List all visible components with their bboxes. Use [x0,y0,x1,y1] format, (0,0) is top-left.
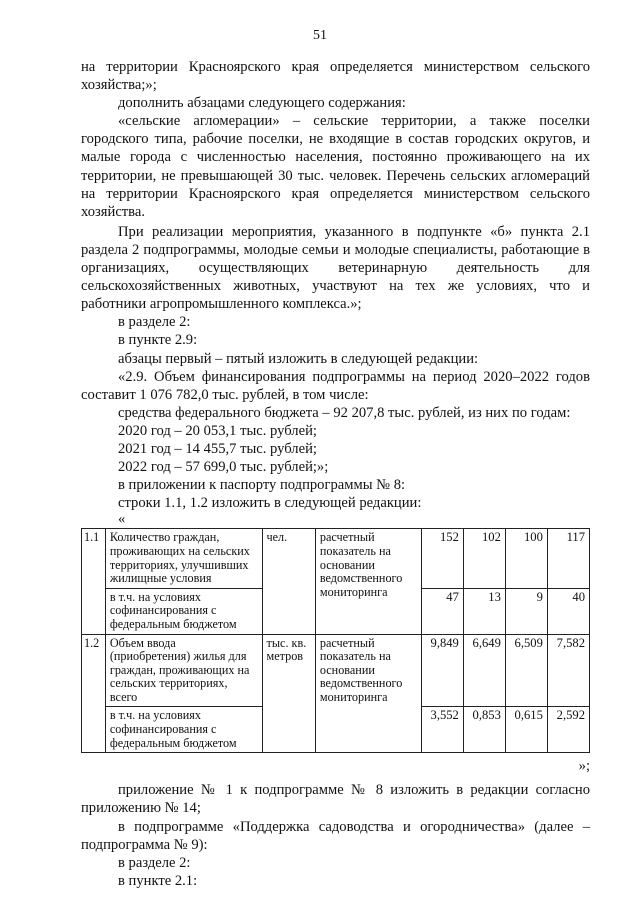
value-cell: 2,592 [547,707,589,753]
paragraph: 2020 год – 20 053,1 тыс. рублей; [118,422,317,439]
table-row [82,529,590,588]
table-row [82,634,590,707]
paragraph: в приложении к паспорту подпрограммы № 8: [118,477,406,494]
closing-quote: »; [578,758,590,775]
row-number: 1.1 [82,529,106,634]
paragraph: абзацы первый – пятый изложить в следующей редакции: [118,350,479,367]
paragraph: строки 1.1, 1.2 изложить в следующей редакции: [118,495,422,512]
paragraph: на территории Красноярского края определяется министерством сельского хозяйства;»; [81,59,590,94]
row-number: 1.2 [82,634,106,753]
page-number: 51 [313,28,327,43]
unit-cell: тыс. кв. метров [262,634,315,753]
value-cell: 3,552 [421,707,463,753]
indicator-name: в т.ч. на условиях софинансирования с федеральным бюджетом [105,588,262,634]
unit-cell: чел. [262,529,315,634]
value-cell: 0,853 [463,707,505,753]
value-cell: 152 [421,529,463,588]
value-cell: 0,615 [505,707,547,753]
value-cell: 9,849 [421,634,463,707]
value-cell: 13 [463,588,505,634]
paragraph: 2021 год – 14 455,7 тыс. рублей; [118,440,317,457]
indicator-table [81,528,590,753]
value-cell: 9 [505,588,547,634]
paragraph: «2.9. Объем финансирования подпрограммы на период 2020–2022 годов составит 1 076 782,0 тыс. рублей, в том числе: [81,368,590,403]
value-cell: 6,509 [505,634,547,707]
paragraph: «сельские агломерации» – сельские территории, а также поселки городского типа, рабочие поселки, не входящие в состав городских округов, и малые города с численностью населения, постоянно проживающего на их территории, не превышающей 30 тыс. человек. Перечень сельских агломераций на территории Красноярского края определяется министерством сельского хозяйства. [81,113,590,220]
method-cell: расчетный показатель на основании ведомственного мониторинга [315,529,421,634]
value-cell: 7,582 [547,634,589,707]
paragraph: в пункте 2.1: [118,872,198,889]
paragraph: дополнить абзацами следующего содержания: [118,95,406,112]
value-cell: 6,649 [463,634,505,707]
paragraph: в подпрограмме «Поддержка садоводства и огородничества» (далее – подпрограмма № 9): [81,818,590,853]
value-cell: 100 [505,529,547,588]
paragraph: средства федерального бюджета – 92 207,8 тыс. рублей, из них по годам: [118,404,571,421]
value-cell: 102 [463,529,505,588]
document-body [81,58,590,890]
method-cell: расчетный показатель на основании ведомственного мониторинга [315,634,421,753]
paragraph: При реализации мероприятия, указанного в подпункте «б» пункта 2.1 раздела 2 подпрограммы, молодые семьи и молодые специалисты, работающие в организациях, осуществляющих ветеринарную деятельность для сельскохозяйственных животных, участвуют на тех же условиях, что и работники агропромышленного комплекса.»; [81,223,590,313]
paragraph: в разделе 2: [118,314,191,331]
indicator-name: Количество граждан, проживающих на сельских территориях, улучшивших жилищные условия [105,529,262,588]
indicator-name: в т.ч. на условиях софинансирования с федеральным бюджетом [105,707,262,753]
paragraph: 2022 год – 57 699,0 тыс. рублей;»; [118,459,329,476]
paragraph: в пункте 2.9: [118,332,198,349]
paragraph: приложение № 1 к подпрограмме № 8 изложить в редакции согласно приложению № 14; [81,782,590,817]
indicator-name: Объем ввода (приобретения) жилья для граждан, проживающих на сельских территориях, всего [105,634,262,707]
opening-quote: « [118,511,126,528]
paragraph: в разделе 2: [118,854,191,871]
value-cell: 40 [547,588,589,634]
value-cell: 117 [547,529,589,588]
value-cell: 47 [421,588,463,634]
